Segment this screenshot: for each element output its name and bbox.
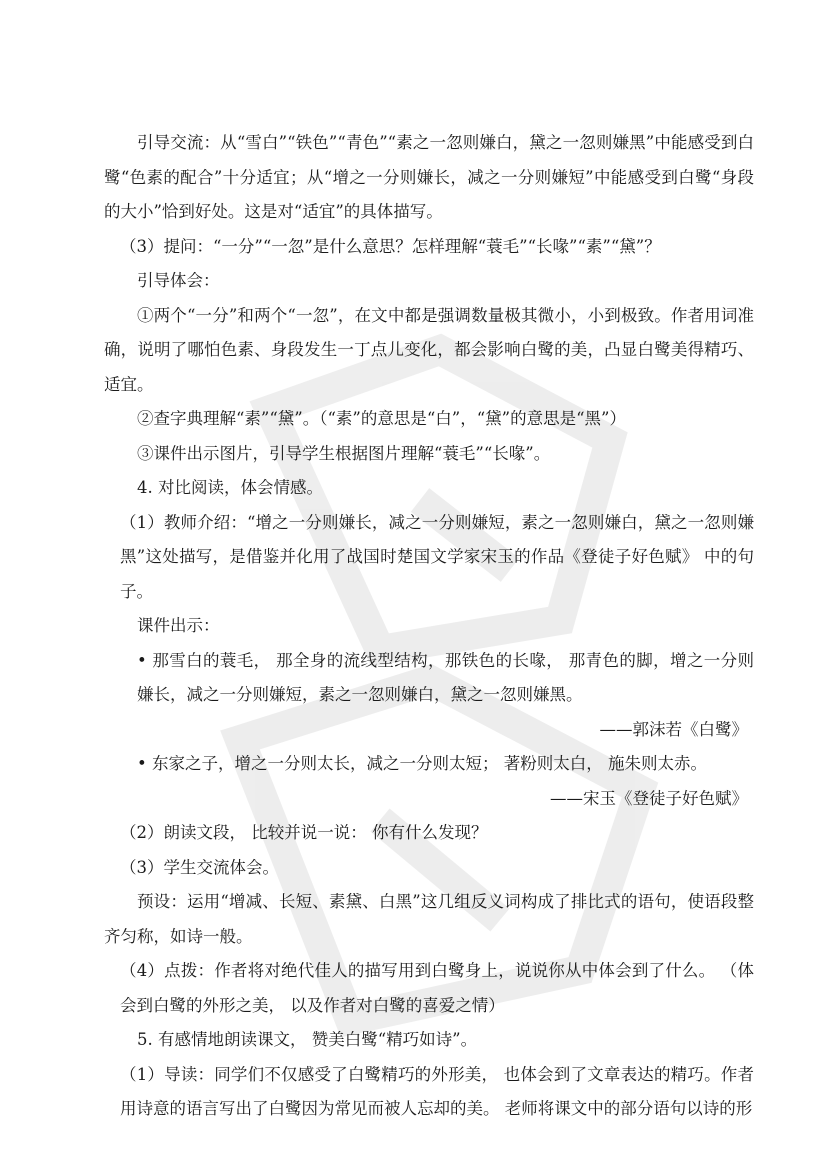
paragraph-question-3: （3）提问：“一分”“一忽”是什么意思？怎样理解“蓑毛”“长喙”“素”“黛”？ [120, 236, 661, 256]
quote-bullet-song: • 东家之子，增之一分则太长，减之一分则太短； 著粉则太白， 施朱则太赤。 [137, 754, 707, 773]
paragraph-read-compare: （2）朗读文段， 比较并说一说： 你有什么发现？ [120, 823, 488, 842]
paragraph-guidance-4: （4）点拨：作者将对绝代佳人的描写用到白鹭身上，说说你从中体会到了什么。 （体会到白鹭的外形之美， 以及作者对白鹭的喜爱之情） [120, 961, 754, 1015]
document-body [104, 126, 754, 1127]
paragraph-guide-experience: 引导体会： [137, 271, 220, 290]
paragraph-preset: 预设：运用“增减、长短、素黛、白黑”这几组反义词构成了排比式的语句，使语段整齐匀称，如诗一般。 [104, 892, 754, 946]
quote-attribution-song: ——宋玉《登徒子好色赋》 [550, 788, 748, 808]
paragraph-point-2: ②查字典理解“素”“黛”。（“素”的意思是“白”，“黛”的意思是“黑”） [137, 409, 626, 428]
section-heading-4: 4. 对比阅读，体会情感。 [137, 478, 323, 497]
paragraph-student-exchange: （3）学生交流体会。 [120, 857, 279, 877]
section-heading-5: 5. 有感情地朗读课文， 赞美白鹭“精巧如诗”。 [137, 1030, 478, 1049]
paragraph-guide-discussion: 引导交流：从“雪白”“铁色”“青色”“素之一忽则嫌白，黛之一忽则嫌黑”中能感受到白鹭“色素的配合”十分适宜；从“增之一分则嫌长，减之一分则嫌短”中能感受到白鹭“身段的大小”恰到好处。这是对“适宜”的具体描写。 [104, 133, 754, 221]
quote-bullet-guo: • 那雪白的蓑毛， 那全身的流线型结构，那铁色的长喙， 那青色的脚，增之一分则嫌长，减之一分则嫌短，素之一忽则嫌白，黛之一忽则嫌黑。 [137, 650, 754, 704]
quote-attribution-guo: ——郭沫若《白鹭》 [599, 719, 748, 739]
paragraph-point-1: ①两个“一分”和两个“一忽”，在文中都是强调数量极其微小，小到极致。作者用词准确，说明了哪怕色素、身段发生一丁点儿变化，都会影响白鹭的美，凸显白鹭美得精巧、适宜。 [104, 305, 754, 394]
paragraph-teacher-intro: （1）教师介绍：“增之一分则嫌长，减之一分则嫌短，素之一忽则嫌白，黛之一忽则嫌黑”这处描写，是借鉴并化用了战国时楚国文学家宋玉的作品《登徒子好色赋》 中的句子。 [120, 512, 754, 601]
paragraph-courseware-show: 课件出示： [137, 616, 220, 635]
paragraph-point-3: ③课件出示图片，引导学生根据图片理解“蓑毛”“长喙”。 [137, 443, 551, 463]
paragraph-lead-reading: （1）导读：同学们不仅感受了白鹭精巧的外形美， 也体会到了文章表达的精巧。作者用诗意的语言写出了白鹭因为常见而被人忘却的美。 老师将课文中的部分语句以诗的形 [120, 1064, 754, 1118]
